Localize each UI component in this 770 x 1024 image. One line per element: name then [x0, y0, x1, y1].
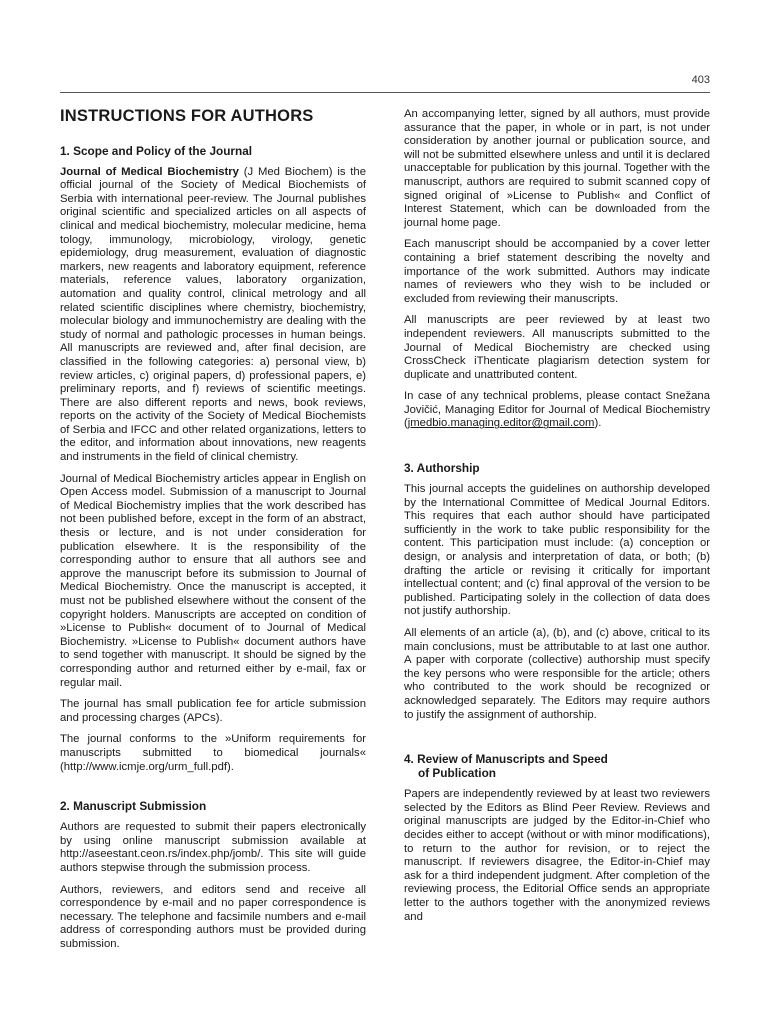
section-1-heading: 1. Scope and Policy of the Journal [60, 143, 253, 158]
section-2-paragraph-1: Authors are requested to submit their papers electronically by using online manuscript submission available at http://aseestant.ceon.rs/index.php/jomb/. This site will guide authors stepwise through the submission process. [60, 821, 366, 874]
right-column [404, 108, 710, 932]
section-2-paragraph-6: In case of any technical problems, please contact Snežana Jovičić, Managing Editor for Journal of Medical Biochemistry (jmedbio.managing.editor@gmail.com). [404, 390, 710, 430]
managing-editor-email-link[interactable]: jmedbio.managing.editor@gmail.com [407, 417, 595, 430]
section-2-heading: 2. Manuscript Submission [60, 799, 207, 814]
section-3-paragraph-2: All elements of an article (a), (b), and (c) above, critical to its main conclusions, must be attributable to at last one author. A paper with corporate (collective) authorship must specify the key persons who were responsible for the article; others who contributed to the work should be recognized or acknowledged separately. The Editors may require authors to justify the assignment of authorship. [404, 627, 710, 721]
section-1-paragraph-2: Journal of Medical Biochemistry articles appear in English on Open Access model. Submission of a manuscript to Journal of Medical Biochemistry implies that the work described has not been published before, except in the form of an abstract, thesis or lecture, and is not under consideration for publication elsewhere. It is the responsibility of the corresponding author to ensure that all authors see and approve the manuscript before its submission to Journal of Medical Biochemistry. Once the manuscript is accepted, it must not be published elsewhere without the consent of the copyright holders. Manuscripts are accepted on condition of »License to Publish« document of to Journal of Medical Biochemistry. »License to Publish« document authors have to send together with manuscript. It should be signed by the corresponding author and returned either by e-mail, fax or regular mail. [60, 472, 366, 689]
section-2-paragraph-3: An accompanying letter, signed by all authors, must provide assurance that the paper, in whole or in part, is not under consideration by another journal or publication source, and will not be submitted elsewhere unless and until it is declared unacceptable for publication by this journal. Together with the manuscript, authors are required to submit scanned copy of signed original of »License to Publish« and Conflict of Interest Statement, which can be downloaded from the journal home page. [404, 108, 710, 229]
left-column [60, 108, 366, 959]
page-number: 403 [691, 74, 710, 86]
journal-name-bold: Journal of Medical Biochemistry [60, 165, 239, 178]
section-1-paragraph-3: The journal has small publication fee for article submission and processing charges (APCs). [60, 698, 366, 724]
section-2-paragraph-5: All manuscripts are peer reviewed by at least two independent reviewers. All manuscripts submitted to the Journal of Medical Biochemistry are checked using CrossCheck iThenticate plagiarism detection system for duplicate and unattributed content. [404, 314, 710, 381]
header-rule [60, 92, 710, 93]
section-4-paragraph-1: Papers are independently reviewed by at least two reviewers selected by the Editors as Blind Peer Review. Reviews and original manuscripts are judged by the Editor-in-Chief who decides either to accept (without or with minor modifications), to return to the author for revision, or to reject the manuscript. If reviewers disagree, the Editor-in-Chief may ask for a third independent judgment. After completion of the reviewing process, the Editorial Office sends an appropriate letter to the authors together with the anonymized reviews and [404, 788, 710, 923]
section-4-heading: 4. Review of Manuscripts and Speed of Publication [404, 752, 608, 781]
section-2-paragraph-4: Each manuscript should be accompanied by a cover letter containing a brief statement describing the novelty and importance of the work submitted. Authors may indicate names of reviewers who they wish to be included or excluded from reviewing their manuscripts. [404, 238, 710, 305]
section-2-paragraph-2: Authors, reviewers, and editors send and receive all correspondence by e-mail and no paper correspondence is necessary. The telephone and facsimile numbers and e-mail address of corresponding authors must be provided during submission. [60, 883, 366, 950]
section-1-paragraph-4: The journal conforms to the »Uniform requirements for manuscripts submitted to biomedical journals« (http://www.icmje.org/urm_full.pdf). [60, 733, 366, 773]
section-1-paragraph-1: Journal of Medical Biochemistry (J Med Biochem) is the official journal of the Society of Medical Biochemists of Serbia with international peer-review. The Journal publishes original scientific and specialized articles on all aspects of clinical and medical biochemistry, molecular medicine, hema tology, immunology, microbiology, virology, genetic epidemiology, drug measurement, evaluation of diagnostic markers, new reagents and laboratory equipment, reference materials, reference values, laboratory organization, automation and quality control, clinical metrology and all related scientific disciplines where chemistry, biochemistry, molecular biology and immunochemistry are dealing with the study of normal and pathologic processes in human beings. All manuscripts are reviewed and, after final decision, are classified in the following categories: a) personal view, b) review articles, c) original papers, d) professional papers, e) preliminary reports, and f) reviews of scientific meetings. There are also different reports and news, book reviews, reports on the activity of the Society of Medical Biochemists of Serbia and IFCC and other related organizations, letters to the editor, and information about innovations, new reagents and instruments in the field of clinical chemistry. [60, 165, 367, 464]
section-3-heading: 3. Authorship [404, 461, 480, 476]
section-3-paragraph-1: This journal accepts the guidelines on authorship developed by the International Committee of Medical Journal Editors. This requires that each author should have participated sufficiently in the work to take public responsibility for the content. This participation must include: (a) conception or design, or analysis and interpretation of data, or both; (b) drafting the article or revising it critically for important intellectual content; and (c) final approval of the version to be published. Participating solely in the collection of data does not justify authorship. [404, 483, 710, 618]
page-title: INSTRUCTIONS FOR AUTHORS [60, 107, 314, 125]
